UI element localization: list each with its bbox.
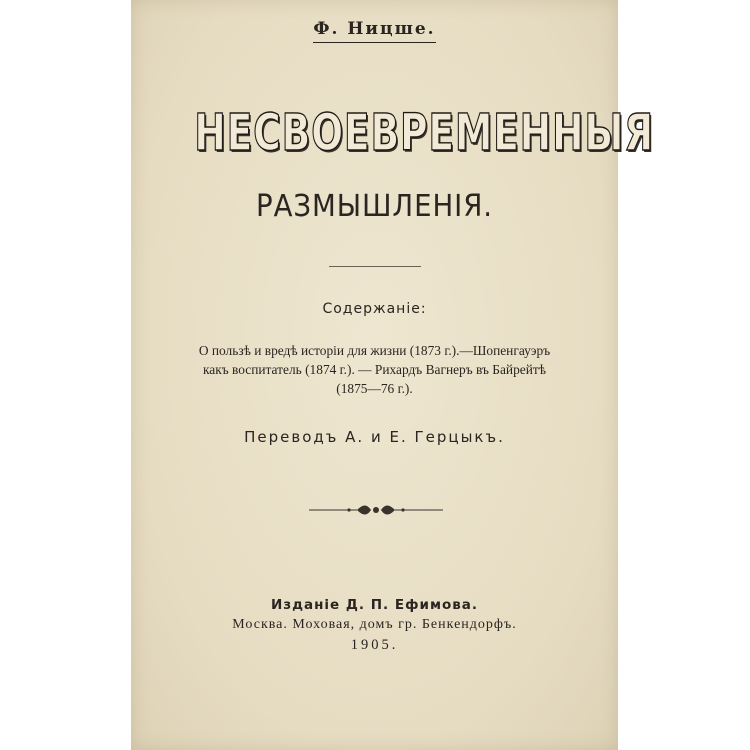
translation-credit: Переводъ А. и Е. Герцыкъ.	[244, 428, 505, 446]
publication-year: 1905.	[350, 637, 399, 653]
ornament-divider-icon	[309, 502, 443, 518]
contents-line: какъ воспитатель (1874 г.). — Рихардъ Вагнеръ въ Байрейтѣ	[202, 362, 547, 377]
publisher-address: Москва. Моховая, домъ гр. Бенкендорфъ.	[232, 617, 517, 632]
contents-line: О пользѣ и вредѣ исторіи для жизни (1873 г.).—Шопенгауэръ	[198, 343, 551, 358]
contents-line: (1875—76 г.).	[336, 381, 413, 396]
book-title: НЕСВОЕВРЕМЕННЫЯ	[194, 104, 654, 163]
contents-heading: Содержаніе:	[322, 301, 427, 317]
publisher: Изданіе Д. П. Ефимова.	[270, 597, 479, 613]
title-divider	[329, 266, 421, 267]
contents-text	[153, 341, 596, 398]
title-page	[131, 0, 654, 750]
author-name	[131, 19, 618, 39]
book-subtitle: РАЗМЫШЛЕНІЯ.	[256, 189, 493, 224]
author-name-text: Ф. Ницше.	[313, 19, 435, 43]
